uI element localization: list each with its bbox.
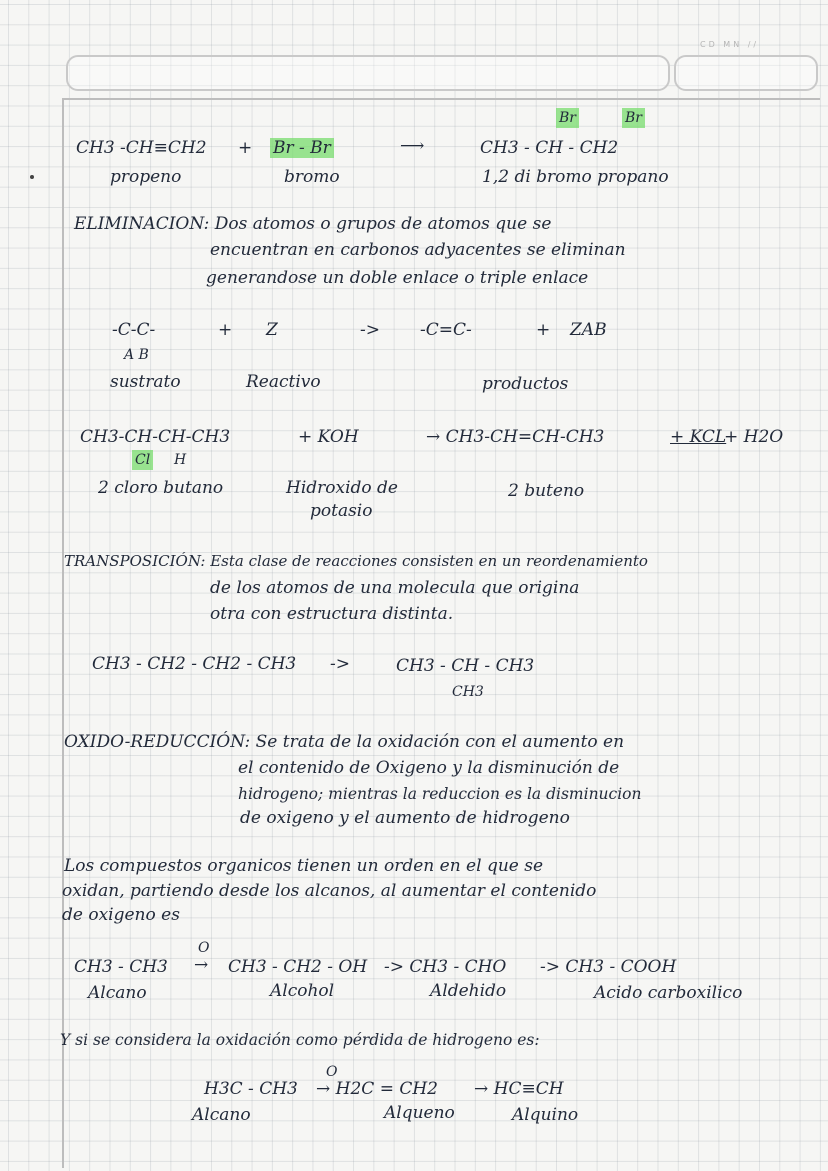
- generic-ab-groups: A B: [124, 347, 149, 363]
- reaction-arrow: ->: [330, 654, 350, 674]
- plus-sign: +: [218, 320, 233, 340]
- propene-label: propeno: [110, 167, 182, 187]
- ethane-formula: CH3 - CH3: [74, 957, 168, 977]
- ethane-formula: H3C - CH3: [204, 1079, 298, 1099]
- transposition-definition-line1: TRANSPOSICIÓN: Esta clase de reacciones consisten en un reordenamiento: [64, 552, 648, 570]
- oxidation-order-line1: Los compuestos organicos tienen un orden en el que se: [64, 856, 544, 876]
- elimination-definition-line1: ELIMINACION: Dos atomos o grupos de atomos que se: [74, 214, 552, 234]
- generic-byproduct: ZAB: [570, 320, 607, 340]
- koh-reagent: + KOH: [298, 427, 359, 447]
- hydrogen-loss-sentence: Y si se considera la oxidación como pérdida de hidrogeno es:: [60, 1031, 540, 1049]
- elimination-definition-line2: encuentran en carbonos adyacentes se eliminan: [210, 240, 626, 260]
- ethyne-formula: → HC≡CH: [474, 1079, 564, 1099]
- bromine-substituent-right: Br: [622, 108, 645, 128]
- water-product: + H2O: [724, 427, 784, 447]
- plus-sign: +: [536, 320, 551, 340]
- butene-label: 2 buteno: [508, 481, 585, 501]
- redox-definition-line1: OXIDO-REDUCCIÓN: Se trata de la oxidación con el aumento en: [64, 732, 625, 752]
- header-title-box: [66, 55, 670, 91]
- ink-dot: [30, 175, 34, 179]
- reagent-label: Reactivo: [246, 372, 321, 392]
- alcohol-label: Alcohol: [270, 981, 335, 1001]
- ethanol-formula: CH3 - CH2 - OH: [228, 957, 368, 977]
- isobutane-formula: CH3 - CH - CH3: [396, 656, 535, 676]
- generic-substrate: -C-C-: [112, 320, 156, 340]
- propene-formula: CH3 -CH≡CH2: [76, 138, 207, 158]
- oxygen-mark: O: [198, 940, 210, 956]
- substrate-label: sustrato: [110, 372, 181, 392]
- redox-definition-line3: hidrogeno; mientras la reduccion es la disminucion: [238, 785, 642, 803]
- alkane-label: Alcano: [192, 1105, 251, 1125]
- bromine-formula: Br - Br: [270, 138, 334, 158]
- chlorobutane-formula: CH3-CH-CH-CH3: [80, 427, 231, 447]
- acetaldehyde-formula: -> CH3 - CHO: [384, 957, 507, 977]
- acetic-acid-formula: -> CH3 - COOH: [540, 957, 677, 977]
- oxygen-mark: O: [326, 1064, 338, 1080]
- date-mark: CD MN //: [700, 40, 760, 49]
- bromine-substituent-left: Br: [556, 108, 579, 128]
- header-date-box: [674, 55, 818, 91]
- potassium-label: potasio: [310, 501, 373, 521]
- plus-sign: +: [238, 138, 253, 158]
- redox-definition-line4: de oxigeno y el aumento de hidrogeno: [240, 808, 570, 828]
- alkyne-label: Alquino: [512, 1105, 579, 1125]
- butene-formula: → CH3-CH=CH-CH3: [426, 427, 605, 447]
- potassium-hydroxide-label: Hidroxido de: [286, 478, 398, 498]
- alkene-label: Alqueno: [384, 1103, 455, 1123]
- butane-formula: CH3 - CH2 - CH2 - CH3: [92, 654, 297, 674]
- transposition-definition-line2: de los atomos de una molecula que origina: [210, 578, 580, 598]
- methyl-substituent: CH3: [452, 684, 484, 700]
- dibromopropane-label: 1,2 di bromo propano: [482, 167, 669, 187]
- dibromopropane-formula: CH3 - CH - CH2: [480, 138, 619, 158]
- oxidation-arrow: →: [194, 955, 209, 975]
- transposition-definition-line3: otra con estructura distinta.: [210, 604, 454, 624]
- generic-reagent: Z: [266, 320, 278, 340]
- oxidation-order-line2: oxidan, partiendo desde los alcanos, al aumentar el contenido: [62, 881, 597, 901]
- ethene-formula: → H2C = CH2: [316, 1079, 438, 1099]
- bromine-label: bromo: [284, 167, 340, 187]
- aldehyde-label: Aldehido: [430, 981, 507, 1001]
- products-label: productos: [482, 374, 569, 394]
- carboxylic-acid-label: Acido carboxilico: [594, 983, 743, 1003]
- chlorine-substituent: Cl: [132, 450, 153, 470]
- elimination-definition-line3: generandose un doble enlace o triple enlace: [206, 268, 589, 288]
- reaction-arrow: ->: [360, 320, 380, 340]
- redox-definition-line2: el contenido de Oxigeno y la disminución de: [238, 758, 620, 778]
- reaction-arrow: ⟶: [400, 136, 425, 156]
- chlorobutane-label: 2 cloro butano: [98, 478, 224, 498]
- kcl-product: + KCL: [670, 427, 727, 447]
- generic-product: -C=C-: [420, 320, 472, 340]
- alkane-label: Alcano: [88, 983, 147, 1003]
- hydrogen-substituent: H: [174, 452, 187, 468]
- oxidation-order-line3: de oxigeno es: [62, 905, 180, 925]
